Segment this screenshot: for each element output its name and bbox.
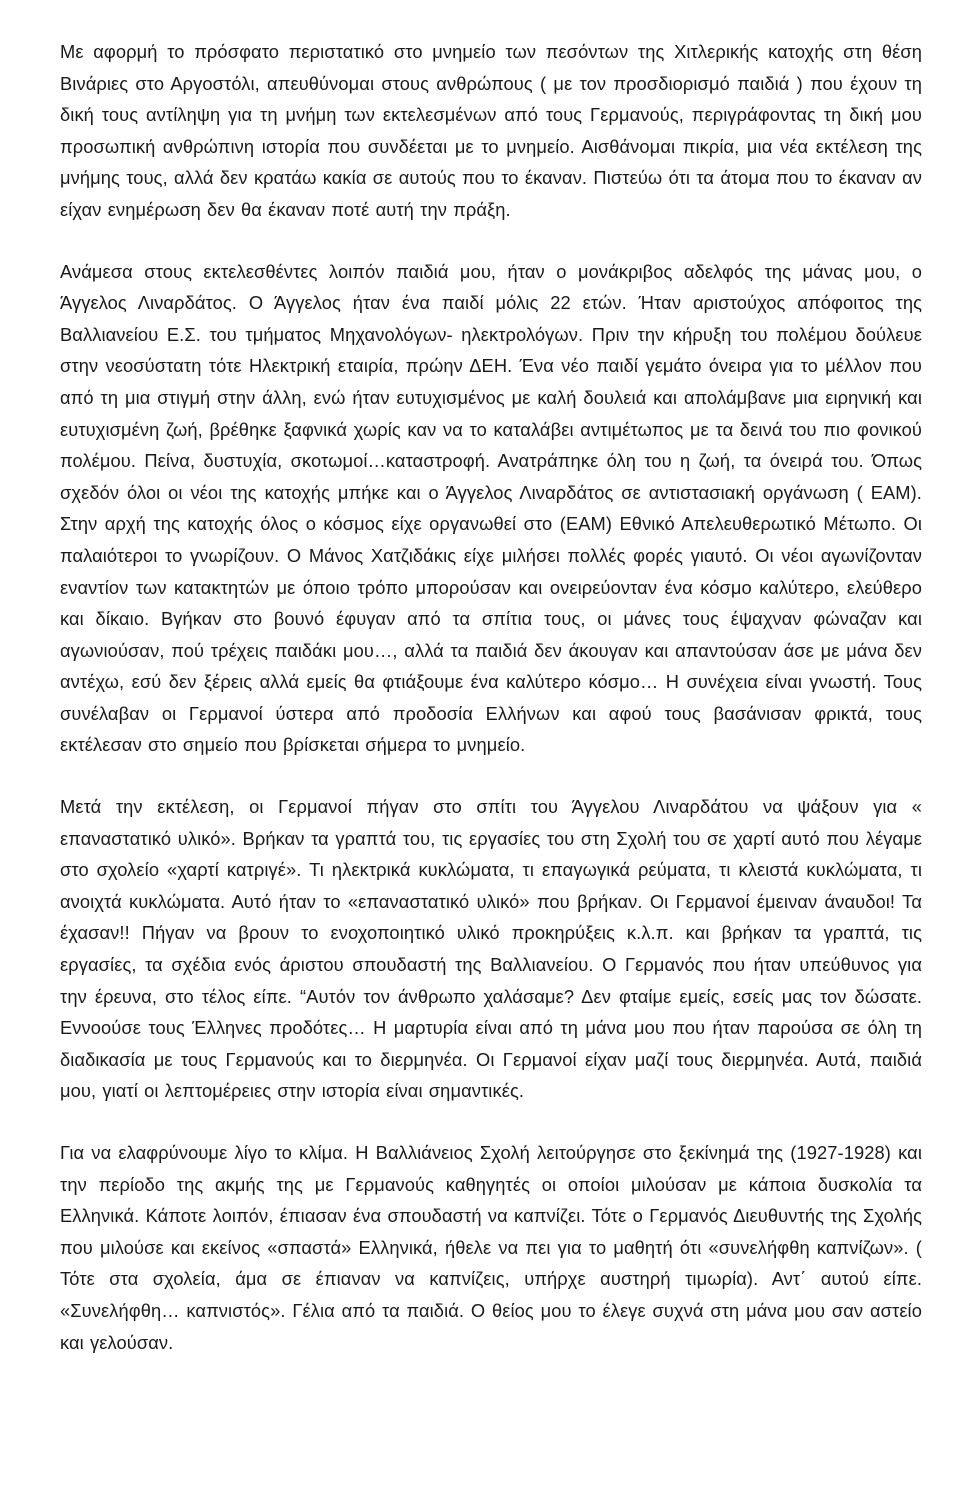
- paragraph-school-anecdote: Για να ελαφρύνουμε λίγο το κλίμα. Η Βαλλιάνειος Σχολή λειτούργησε στο ξεκίνημά της (1927-1928) και την περίοδο της ακμής της με Γερμανούς καθηγητές οι οποίοι μιλούσαν με κάποια δυσκολία τα Ελληνικά. Κάποτε λοιπόν, έπιασαν ένα σπουδαστή να καπνίζει. Τότε ο Γερμανός Διευθυντής της Σχολής που μιλούσε και εκείνος «σπαστά» Ελληνικά, ήθελε να πει για το μαθητή ότι «συνελήφθη καπνίζων». ( Τότε στα σχολεία, άμα σε έπιαναν να καπνίζεις, υπήρχε αυστηρή τιμωρία). Αντ΄ αυτού είπε. «Συνελήφθη… καπνιστός». Γέλια από τα παιδιά. Ο θείος μου το έλεγε συχνά στη μάνα μου σαν αστείο και γελούσαν.: [60, 1142, 922, 1353]
- paragraph-intro: Με αφορμή το πρόσφατο περιστατικό στο μνημείο των πεσόντων της Χιτλερικής κατοχής στη θέση Βινάριες στο Αργοστόλι, απευθύνομαι στους ανθρώπους ( με τον προσδιορισμό παιδιά ) που έχουν τη δική τους αντίληψη για τη μνήμη των εκτελεσμένων από τους Γερμανούς, περιγράφοντας τη δική μου προσωπική ανθρώπινη ιστορία που συνδέεται με το μνημείο. Αισθάνομαι πικρία, μια νέα εκτέλεση της μνήμης τους, αλλά δεν κρατάω κακία σε αυτούς που το έκαναν. Πιστεύω ότι τα άτομα που το έκαναν αν είχαν ενημέρωση δεν θα έκαναν ποτέ αυτή την πράξη.: [60, 41, 922, 220]
- paragraph-angelos-story: Ανάμεσα στους εκτελεσθέντες λοιπόν παιδιά μου, ήταν ο μονάκριβος αδελφός της μάνας μου, ο Άγγελος Λιναρδάτος. Ο Άγγελος ήταν ένα παιδί μόλις 22 ετών. Ήταν αριστούχος απόφοιτος της Βαλλιανείου Ε.Σ. του τμήματος Μηχανολόγων- ηλεκτρολόγων. Πριν την κήρυξη του πολέμου δούλευε στην νεοσύστατη τότε Ηλεκτρική εταιρία, πρώην ΔΕΗ. Ένα νέο παιδί γεμάτο όνειρα για το μέλλον που από τη μια στιγμή στην άλλη, ενώ ήταν ευτυχισμένος με καλή δουλειά και απολάμβανε μια ειρηνική και ευτυχισμένη ζωή, βρέθηκε ξαφνικά χωρίς καν να το καταλάβει αντιμέτωπος με τα δεινά του πιο φονικού πολέμου. Πείνα, δυστυχία, σκοτωμοί…καταστροφή. Ανατράπηκε όλη του η ζωή, τα όνειρά του. Όπως σχεδόν όλοι οι νέοι της κατοχής μπήκε και ο Άγγελος Λιναρδάτος σε αντιστασιακή οργάνωση ( ΕΑΜ). Στην αρχή της κατοχής όλος ο κόσμος είχε οργανωθεί στο (ΕΑΜ) Εθνικό Απελευθερωτικό Μέτωπο. Οι παλαιότεροι το γνωρίζουν. Ο Μάνος Χατζιδάκις είχε μιλήσει πολλές φορές γιαυτό. Οι νέοι αγωνίζονταν εναντίον των κατακτητών με όποιο τρόπο μπορούσαν και ονειρεύονταν ένα κόσμο καλύτερο, ελεύθερο και δίκαιο. Βγήκαν στο βουνό έφυγαν από τα σπίτια τους, οι μάνες τους έψαχναν φώναζαν και αγωνιούσαν, πού τρέχεις παιδάκι μου…, αλλά τα παιδιά δεν άκουγαν και απαντούσαν άσε με μάνα δεν αντέχω, εσύ δεν ξέρεις αλλά εμείς θα φτιάξουμε ένα καλύτερο κόσμο… Η συνέχεια είναι γνωστή. Τους συνέλαβαν οι Γερμανοί ύστερα από προδοσία Ελλήνων και αφού τους βασάνισαν φρικτά, τους εκτέλεσαν στο σημείο που βρίσκεται σήμερα το μνημείο.: [60, 260, 922, 756]
- paragraph-house-search: Μετά την εκτέλεση, οι Γερμανοί πήγαν στο σπίτι του Άγγελου Λιναρδάτου να ψάξουν για « επαναστατικό υλικό». Βρήκαν τα γραπτά του, τις εργασίες του στη Σχολή του σε χαρτί αυτό που λέγαμε στο σχολείο «χαρτί κατριγέ». Τι ηλεκτρικά κυκλώματα, τι επαγωγικά ρεύματα, τι κλειστά κυκλώματα, τι ανοιχτά κυκλώματα. Αυτό ήταν το «επαναστατικό υλικό» που βρήκαν. Οι Γερμανοί έμειναν άναυδοι! Τα έχασαν!! Πήγαν να βρουν το ενοχοποιητικό υλικό προκηρύξεις κ.λ.π. και βρήκαν τα γραπτά, τις εργασίες, τα σχέδια ενός άριστου σπουδαστή της Βαλλιανείου. Ο Γερμανός που ήταν υπεύθυνος για την έρευνα, στο τέλος είπε. “Αυτόν τον άνθρωπο χαλάσαμε? Δεν φταίμε εμείς, εσείς μας τον δώσατε. Εννοούσε τους Έλληνες προδότες… Η μαρτυρία είναι από τη μάνα μου που ήταν παρούσα σε όλη τη διαδικασία με τους Γερμανούς και το διερμηνέα. Οι Γερμανοί είχαν μαζί τους διερμηνέα. Αυτά, παιδιά μου, γιατί οι λεπτομέρειες στην ιστορία είναι σημαντικές.: [60, 796, 922, 1102]
